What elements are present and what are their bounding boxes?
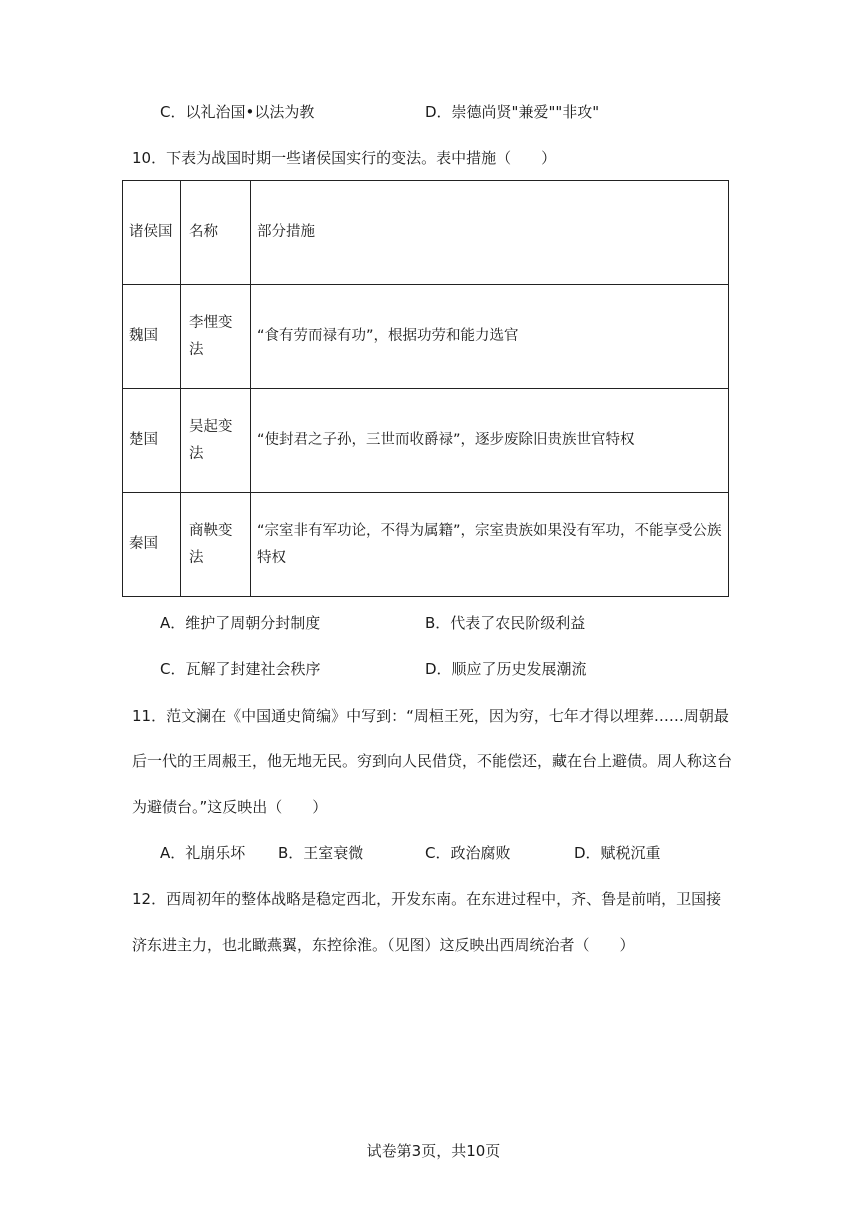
table-row bbox=[123, 493, 729, 597]
q10-option-d: D．顺应了历史发展潮流 bbox=[425, 660, 587, 678]
q10-stem: 10．下表为战国时期一些诸侯国实行的变法。表中措施（ ） bbox=[132, 149, 557, 167]
table-row bbox=[123, 389, 729, 493]
q10-option-c: C．瓦解了封建社会秩序 bbox=[160, 660, 321, 678]
header-state: 诸侯国 bbox=[123, 181, 181, 285]
q11-option-a: A．礼崩乐坏 bbox=[160, 844, 246, 862]
q11-line-3: 为避债台。”这反映出（ ） bbox=[132, 798, 328, 816]
q11-option-b: B．王室衰微 bbox=[278, 844, 364, 862]
page-footer: 试卷第3页，共10页 bbox=[366, 1142, 501, 1160]
cell-name: 李悝变法 bbox=[181, 285, 251, 389]
cell-state: 楚国 bbox=[123, 389, 181, 493]
q12-line-1: 12．西周初年的整体战略是稳定西北，开发东南。在东进过程中，齐、鲁是前哨，卫国接 bbox=[132, 890, 722, 908]
cell-state: 魏国 bbox=[123, 285, 181, 389]
cell-measure: “食有劳而禄有功”，根据功劳和能力选官 bbox=[251, 285, 729, 389]
cell-name: 商鞅变法 bbox=[181, 493, 251, 597]
header-measure: 部分措施 bbox=[251, 181, 729, 285]
reform-table bbox=[122, 180, 729, 597]
cell-measure: “宗室非有军功论，不得为属籍”，宗室贵族如果没有军功，不能享受公族特权 bbox=[251, 493, 729, 597]
q10-option-a: A．维护了周朝分封制度 bbox=[160, 614, 321, 632]
cell-state: 秦国 bbox=[123, 493, 181, 597]
cell-name: 吴起变法 bbox=[181, 389, 251, 493]
q11-option-c: C．政治腐败 bbox=[425, 844, 511, 862]
cell-measure: “使封君之子孙，三世而收爵禄”，逐步废除旧贵族世官特权 bbox=[251, 389, 729, 493]
table-header-row bbox=[123, 181, 729, 285]
q12-line-2: 济东进主力，也北瞰燕翼，东控徐淮。（见图）这反映出西周统治者（ ） bbox=[132, 936, 635, 954]
table-row bbox=[123, 285, 729, 389]
q11-line-2: 后一代的王周赧王，他无地无民。穷到向人民借贷，不能偿还，藏在台上避债。周人称这台 bbox=[132, 752, 733, 770]
q11-option-d: D．赋税沉重 bbox=[574, 844, 661, 862]
q9-option-d: D．崇德尚贤"兼爱""非攻" bbox=[425, 103, 600, 121]
header-name: 名称 bbox=[181, 181, 251, 285]
q9-option-c: C．以礼治国•以法为教 bbox=[160, 103, 315, 121]
q11-line-1: 11．范文澜在《中国通史简编》中写到：“周桓王死，因为穷，七年才得以埋葬……周朝最 bbox=[132, 707, 729, 725]
q10-option-b: B．代表了农民阶级利益 bbox=[425, 614, 586, 632]
